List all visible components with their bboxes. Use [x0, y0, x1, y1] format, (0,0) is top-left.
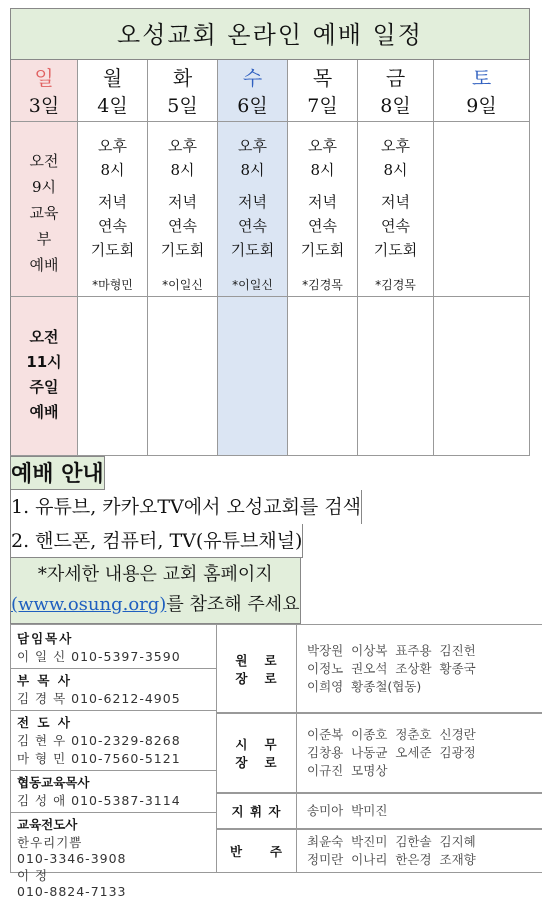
- evening-line: 기도회: [230, 241, 275, 259]
- day-header-cell: [78, 60, 148, 122]
- names-line: 이희영 황종철(협동): [307, 678, 422, 694]
- day-date: 4일: [97, 95, 128, 117]
- role-line: 반 주: [230, 844, 283, 859]
- label-line: 주일: [29, 378, 59, 396]
- evening-line: 기도회: [373, 241, 418, 259]
- day-header-cell: [218, 60, 288, 122]
- day-name: 수: [242, 66, 263, 90]
- evening-line: 8시: [383, 161, 408, 179]
- day-name: 토: [471, 66, 492, 90]
- homepage-link[interactable]: (www.osung.org): [11, 594, 167, 615]
- evening-line: 연속: [168, 217, 197, 235]
- label-line: 교육: [29, 204, 59, 222]
- evening-line: 8시: [170, 161, 195, 179]
- evening-prayer-cell: [358, 122, 434, 297]
- evening-prayer-cell: [78, 122, 148, 297]
- evening-line: 연속: [381, 217, 410, 235]
- officer-names: [297, 624, 542, 713]
- evening-line: 저녁: [98, 193, 127, 211]
- coop-pastor-title: 협동교육목사: [17, 775, 90, 790]
- evening-prayer-cell: [288, 122, 358, 297]
- staff-list: [10, 624, 217, 899]
- role-line: 장 로: [235, 670, 278, 686]
- label-line: 예배: [29, 403, 59, 421]
- role-line: 장 로: [235, 755, 278, 770]
- morning-11-label: [10, 297, 78, 456]
- evening-line: 저녁: [308, 193, 337, 211]
- day-date: 7일: [307, 95, 338, 117]
- guide-line-1: 1. 유튜브, 카카오TV에서 오성교회를 검색: [10, 490, 362, 524]
- assoc-pastor: 김 경 목 010-6212-4905: [17, 691, 181, 706]
- officer-names: [297, 713, 542, 793]
- role-line: 원 로: [235, 652, 278, 668]
- evening-line: 8시: [100, 161, 125, 179]
- sunday-service-cell: [288, 297, 358, 456]
- evening-line: 오후: [238, 137, 267, 155]
- coop-pastor: 김 성 애 010-5387-3114: [17, 793, 181, 808]
- note-line-2: 를 참조해 주세요: [166, 594, 300, 615]
- evening-line: 연속: [98, 217, 127, 235]
- evening-prayer-cell: [218, 122, 288, 297]
- evangelist-1: 김 현 우 010-2329-8268: [17, 733, 181, 748]
- evening-line: 연속: [308, 217, 337, 235]
- names-line: 이규진 모명상: [307, 763, 388, 778]
- label-line: 오전: [29, 328, 59, 346]
- evening-line: 저녁: [238, 193, 267, 211]
- sunday-service-cell: [434, 297, 530, 456]
- evening-line: 기도회: [90, 241, 135, 259]
- officer-role: [217, 829, 297, 873]
- day-header-cell: [434, 60, 530, 122]
- evangelist-2: 마 형 민 010-7560-5121: [17, 751, 181, 766]
- day-header-cell: [288, 60, 358, 122]
- day-name: 목: [312, 66, 333, 90]
- evening-prayer-cell: [148, 122, 218, 297]
- officer-names: [297, 793, 542, 829]
- day-header-cell: [358, 60, 434, 122]
- names-line: 박장원 이상복 표주용 김진헌: [307, 642, 476, 658]
- label-line: 9시: [31, 178, 57, 196]
- names-line: 이정노 권오석 조상환 황종국: [307, 660, 476, 676]
- evening-line: 오후: [381, 137, 410, 155]
- edu-evangelist-4: 010-8824-7133: [17, 884, 127, 899]
- officer-names: [297, 829, 542, 873]
- guide-line-2: 2. 핸드폰, 컴퓨터, TV(유튜브채널): [10, 524, 303, 558]
- day-date: 3일: [28, 95, 60, 117]
- day-date: 8일: [380, 95, 411, 117]
- sunday-service-cell: [148, 297, 218, 456]
- names-line: 이준복 이종호 정춘호 신경란: [307, 727, 476, 742]
- evening-line: 8시: [310, 161, 335, 179]
- leader-name: *이일신: [162, 278, 203, 292]
- evening-line: 연속: [238, 217, 267, 235]
- label-line: 부: [36, 230, 52, 248]
- day-name: 일: [34, 66, 54, 90]
- senior-pastor-title: 담임목사: [17, 631, 74, 646]
- day-name: 월: [102, 66, 123, 90]
- day-header-cell: [148, 60, 218, 122]
- evening-prayer-cell: [434, 122, 530, 297]
- day-date: 5일: [167, 95, 198, 117]
- page-title: 오성교회 온라인 예배 일정: [10, 8, 530, 60]
- edu-evangelist-title: 교육전도사: [17, 817, 78, 832]
- evangelist-title: 전 도 사: [17, 715, 72, 730]
- label-line: 오전: [29, 152, 59, 170]
- edu-evangelist-2: 010-3346-3908: [17, 851, 127, 866]
- sunday-service-cell: [218, 297, 288, 456]
- homepage-note: [10, 558, 301, 624]
- assoc-pastor-title: 부 목 사: [17, 673, 72, 688]
- names-line: 김창용 나동균 오세준 김광정: [307, 745, 476, 760]
- evening-line: 오후: [308, 137, 337, 155]
- names-line: 송미아 박미진: [307, 803, 388, 818]
- day-header-cell: [10, 60, 78, 122]
- sunday-service-cell: [358, 297, 434, 456]
- leader-name: *김경목: [302, 278, 343, 292]
- evening-line: 기도회: [160, 241, 205, 259]
- evening-line: 오후: [98, 137, 127, 155]
- evening-line: 저녁: [381, 193, 410, 211]
- day-name: 금: [385, 66, 406, 90]
- evening-line: 8시: [240, 161, 265, 179]
- label-line: 예배: [29, 256, 59, 274]
- role-line: 지 휘 자: [231, 804, 282, 819]
- names-line: 정미란 이나리 한은경 조재향: [307, 852, 476, 867]
- officer-role: [217, 793, 297, 829]
- role-line: 시 무: [235, 737, 278, 752]
- leader-name: *김경목: [375, 278, 416, 292]
- day-date: 9일: [466, 95, 497, 117]
- evening-line: 기도회: [300, 241, 345, 259]
- sunday-service-cell: [78, 297, 148, 456]
- officer-role: [217, 624, 297, 713]
- officer-role: [217, 713, 297, 793]
- leader-name: *마형민: [92, 278, 133, 292]
- names-line: 최윤숙 박진미 김한솔 김지혜: [307, 834, 476, 849]
- day-name: 화: [172, 66, 193, 90]
- senior-pastor: 이 일 신 010-5397-3590: [17, 649, 181, 664]
- note-line-1: *자세한 내용은 교회 홈페이지: [37, 564, 273, 585]
- label-line: 11시: [26, 353, 62, 371]
- day-date: 6일: [237, 95, 268, 117]
- edu-evangelist-1: 한우리기쁨: [17, 835, 83, 850]
- morning-9-label: [10, 122, 78, 297]
- guide-title: 예배 안내: [10, 456, 105, 490]
- evening-line: 저녁: [168, 193, 197, 211]
- leader-name: *이일신: [232, 278, 273, 292]
- edu-evangelist-3: 이 정: [17, 868, 49, 883]
- evening-line: 오후: [168, 137, 197, 155]
